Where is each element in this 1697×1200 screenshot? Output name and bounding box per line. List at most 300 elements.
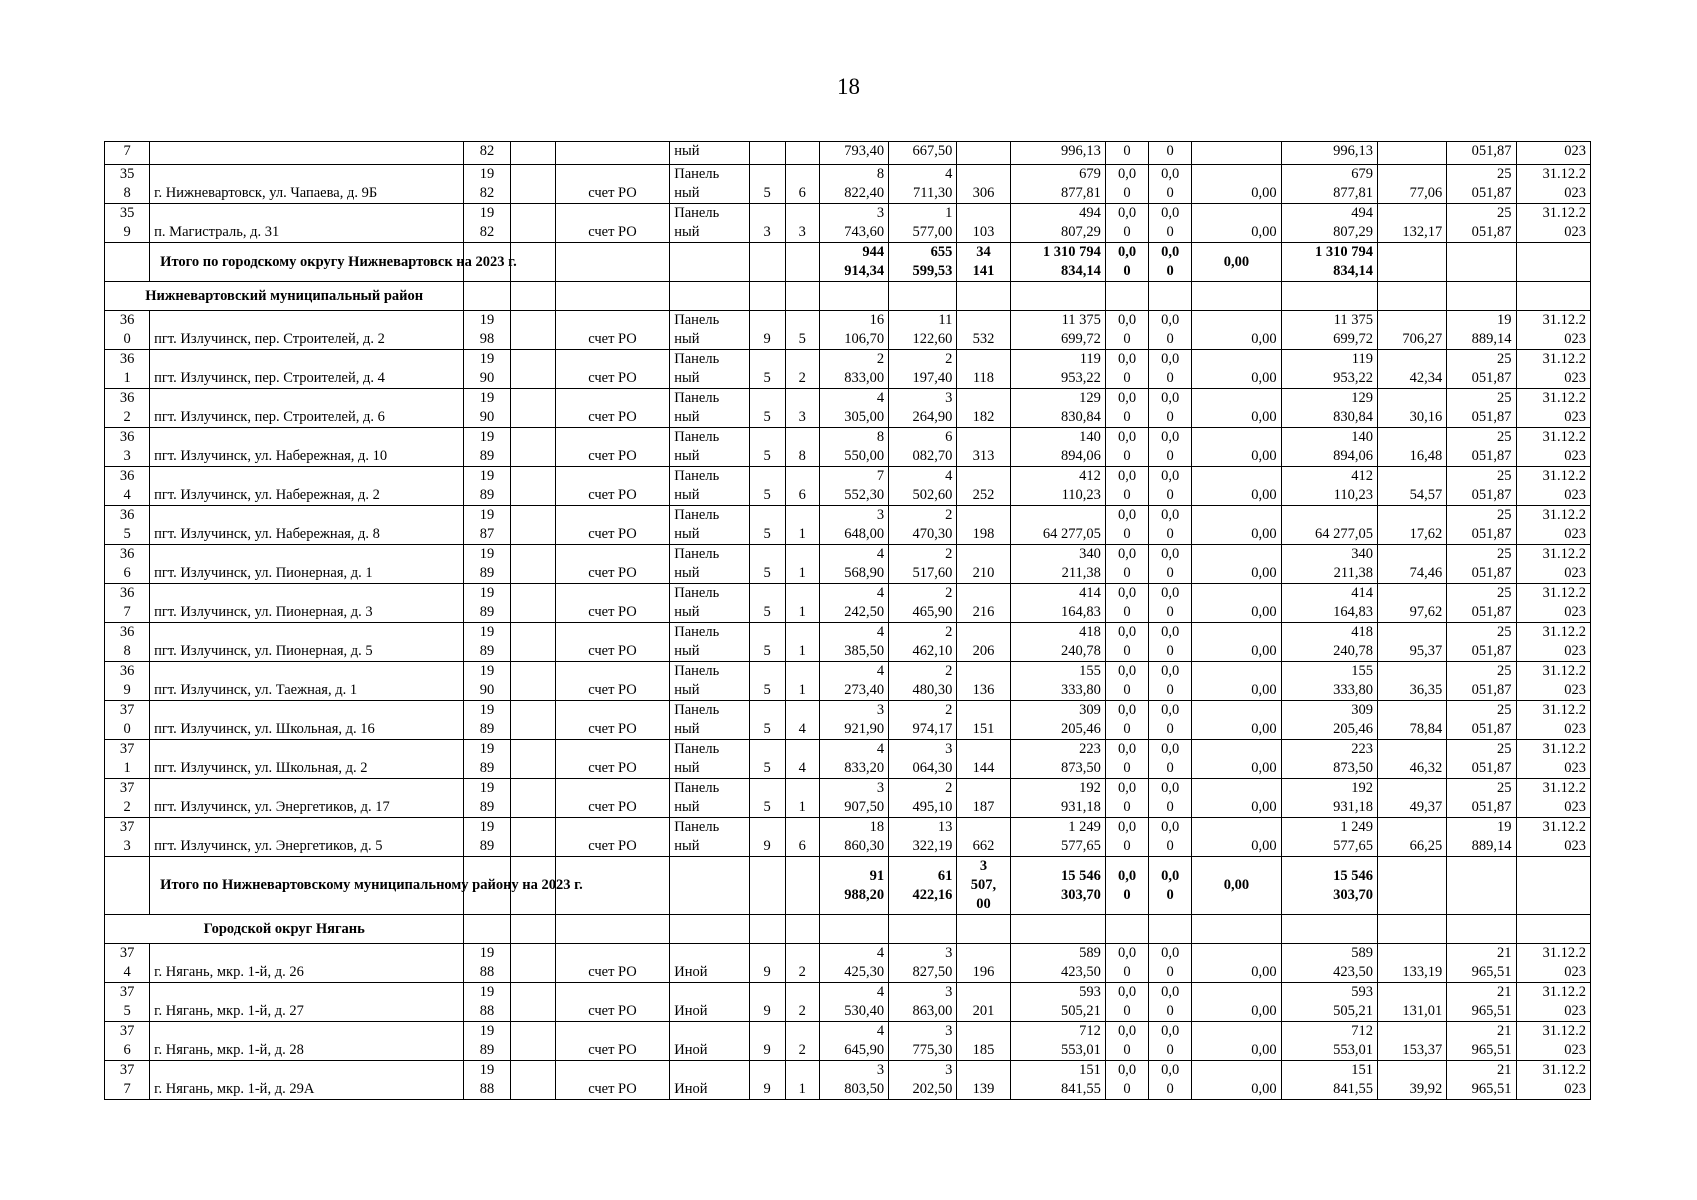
cell-limit <box>1447 915 1516 944</box>
cell-other: 0,00 <box>1192 204 1281 243</box>
cell-blank <box>510 506 555 545</box>
cell-limit: 25 051,87 <box>1447 428 1516 467</box>
cell-floors: 9 <box>749 944 785 983</box>
cell-limit: 25 051,87 <box>1447 350 1516 389</box>
cell-fund <box>555 915 669 944</box>
cell-material: Панель ный <box>670 467 749 506</box>
cell-fund-a: 0,0 0 <box>1105 662 1148 701</box>
cell-material: Панель ный <box>670 701 749 740</box>
cell-date: 31.12.2 023 <box>1516 623 1590 662</box>
cell-residents: 532 <box>957 311 1010 350</box>
cell-address: г. Нягань, мкр. 1-й, д. 28 <box>150 1022 464 1061</box>
cell-address: пгт. Излучинск, ул. Набережная, д. 2 <box>150 467 464 506</box>
cell-specific-cost: 95,37 <box>1378 623 1447 662</box>
cell-entrances: 5 <box>785 311 819 350</box>
cell-date: 31.12.2 023 <box>1516 662 1590 701</box>
cell-limit: 25 051,87 <box>1447 779 1516 818</box>
cell-year: 19 89 <box>464 779 510 818</box>
cell-material: Панель ный <box>670 818 749 857</box>
cell-date: 31.12.2 023 <box>1516 584 1590 623</box>
total-residents: 3 507, 00 <box>957 857 1010 915</box>
cell-floors: 9 <box>749 983 785 1022</box>
cell-other: 0,00 <box>1192 983 1281 1022</box>
cell-fund-b: 0,0 0 <box>1149 506 1192 545</box>
cell-area: 16 106,70 <box>819 311 888 350</box>
cell-year: 19 89 <box>464 545 510 584</box>
cell-fund-a: 0,0 0 <box>1105 1022 1148 1061</box>
cell-year: 19 82 <box>464 204 510 243</box>
cell-index: 36 0 <box>105 311 150 350</box>
cell-date <box>1516 915 1590 944</box>
cell-year: 19 88 <box>464 944 510 983</box>
cell-other: 0,00 <box>1192 701 1281 740</box>
cell-date: 31.12.2 023 <box>1516 204 1590 243</box>
cell-residents: 206 <box>957 623 1010 662</box>
total-label: Итого по Нижневартовскому муниципальному району на 2023 г. <box>150 857 464 915</box>
cell-area: 8 822,40 <box>819 165 888 204</box>
cell-area: 4 385,50 <box>819 623 888 662</box>
cell-living-area: 2 517,60 <box>889 545 957 584</box>
cell-entrances: 2 <box>785 983 819 1022</box>
cell-blank <box>510 983 555 1022</box>
cell-fund: счет РО <box>555 204 669 243</box>
cell-index: 35 8 <box>105 165 150 204</box>
cell-cost: 309 205,46 <box>1010 701 1105 740</box>
cell-fund-a: 0,0 0 <box>1105 389 1148 428</box>
cell-address: пгт. Излучинск, ул. Энергетиков, д. 5 <box>150 818 464 857</box>
cell-entrances: 1 <box>785 506 819 545</box>
cell-index: 36 4 <box>105 467 150 506</box>
cell-fund-a: 0,0 0 <box>1105 165 1148 204</box>
total-sum: 1 310 794 834,14 <box>1281 243 1377 282</box>
cell-cost: 151 841,55 <box>1010 1061 1105 1100</box>
cell-entrances: 2 <box>785 944 819 983</box>
cell-limit: 21 965,51 <box>1447 1061 1516 1100</box>
cell-total: 679 877,81 <box>1281 165 1377 204</box>
cell-address: пгт. Излучинск, ул. Таежная, д. 1 <box>150 662 464 701</box>
cell-fund: счет РО <box>555 779 669 818</box>
table-row <box>105 623 1591 662</box>
cell-material: Панель ный <box>670 740 749 779</box>
cell-cost <box>1010 915 1105 944</box>
cell-entrances: 3 <box>785 389 819 428</box>
cell-limit <box>1447 282 1516 311</box>
cell-address: г. Нягань, мкр. 1-й, д. 29А <box>150 1061 464 1100</box>
table-row <box>105 818 1591 857</box>
cell-cost: 418 240,78 <box>1010 623 1105 662</box>
cell-fund-b: 0,0 0 <box>1149 1022 1192 1061</box>
cell-index <box>105 857 150 915</box>
cell-index: 35 9 <box>105 204 150 243</box>
cell-date: 31.12.2 023 <box>1516 389 1590 428</box>
cell-residents: 136 <box>957 662 1010 701</box>
cell-date: 31.12.2 023 <box>1516 1022 1590 1061</box>
cell-limit: 25 051,87 <box>1447 204 1516 243</box>
cell-floors <box>749 915 785 944</box>
table-row <box>105 467 1591 506</box>
cell-living-area: 1 577,00 <box>889 204 957 243</box>
cell-residents: 182 <box>957 389 1010 428</box>
cell-fund-a: 0,0 0 <box>1105 740 1148 779</box>
cell-cost <box>1010 282 1105 311</box>
cell-entrances: 1 <box>785 779 819 818</box>
cell-date: 31.12.2 023 <box>1516 165 1590 204</box>
cell-date: 31.12.2 023 <box>1516 740 1590 779</box>
cell-other: 0,00 <box>1192 740 1281 779</box>
cell-year: 19 89 <box>464 623 510 662</box>
cell-limit <box>1447 857 1516 915</box>
cell-year: 19 98 <box>464 311 510 350</box>
cell-area: 3 907,50 <box>819 779 888 818</box>
cell-total: 412 110,23 <box>1281 467 1377 506</box>
total-other: 0,00 <box>1192 243 1281 282</box>
cell-area: 4 568,90 <box>819 545 888 584</box>
cell-fund-b: 0,0 0 <box>1149 428 1192 467</box>
cell-residents: 198 <box>957 506 1010 545</box>
cell-fund-b: 0 <box>1149 142 1192 165</box>
total-area: 91 988,20 <box>819 857 888 915</box>
cell-living-area: 3 827,50 <box>889 944 957 983</box>
cell-fund: счет РО <box>555 428 669 467</box>
cell-year: 19 90 <box>464 389 510 428</box>
cell-total: 414 164,83 <box>1281 584 1377 623</box>
cell-fund-b <box>1149 915 1192 944</box>
total-fund-b: 0,0 0 <box>1149 857 1192 915</box>
cell-fund-a: 0,0 0 <box>1105 204 1148 243</box>
cell-other: 0,00 <box>1192 662 1281 701</box>
cell-fund-b: 0,0 0 <box>1149 944 1192 983</box>
total-area: 944 914,34 <box>819 243 888 282</box>
cell-other: 0,00 <box>1192 779 1281 818</box>
cell-other: 0,00 <box>1192 584 1281 623</box>
cell-residents: 216 <box>957 584 1010 623</box>
cell-specific-cost: 78,84 <box>1378 701 1447 740</box>
cell-blank <box>510 701 555 740</box>
cell-floors: 5 <box>749 584 785 623</box>
cell-living-area: 2 197,40 <box>889 350 957 389</box>
cell-fund-a: 0,0 0 <box>1105 311 1148 350</box>
cell-fund: счет РО <box>555 701 669 740</box>
cell-address: п. Магистраль, д. 31 <box>150 204 464 243</box>
cell-specific-cost: 17,62 <box>1378 506 1447 545</box>
total-cost: 1 310 794 834,14 <box>1010 243 1105 282</box>
cell-specific-cost: 66,25 <box>1378 818 1447 857</box>
cell-total: 712 553,01 <box>1281 1022 1377 1061</box>
cell-residents: 662 <box>957 818 1010 857</box>
cell-other: 0,00 <box>1192 1061 1281 1100</box>
cell-residents: 144 <box>957 740 1010 779</box>
cell-floors <box>749 142 785 165</box>
cell-fund <box>555 243 669 282</box>
cell-other: 0,00 <box>1192 818 1281 857</box>
cell-floors <box>749 282 785 311</box>
cell-index: 36 5 <box>105 506 150 545</box>
cell-floors: 9 <box>749 311 785 350</box>
cell-entrances: 6 <box>785 818 819 857</box>
cell-total: 155 333,80 <box>1281 662 1377 701</box>
cell-fund-b: 0,0 0 <box>1149 165 1192 204</box>
table-row <box>105 506 1591 545</box>
cell-index: 7 <box>105 142 150 165</box>
cell-fund-a: 0,0 0 <box>1105 701 1148 740</box>
cell-fund: счет РО <box>555 389 669 428</box>
cell-residents <box>957 282 1010 311</box>
cell-specific-cost: 42,34 <box>1378 350 1447 389</box>
total-other: 0,00 <box>1192 857 1281 915</box>
cell-material: Панель ный <box>670 623 749 662</box>
cell-total: 140 894,06 <box>1281 428 1377 467</box>
total-cost: 15 546 303,70 <box>1010 857 1105 915</box>
cell-cost: 155 333,80 <box>1010 662 1105 701</box>
cell-fund-b: 0,0 0 <box>1149 983 1192 1022</box>
cell-date <box>1516 282 1590 311</box>
cell-address: г. Нягань, мкр. 1-й, д. 27 <box>150 983 464 1022</box>
cell-cost: 223 873,50 <box>1010 740 1105 779</box>
total-fund-a: 0,0 0 <box>1105 857 1148 915</box>
cell-floors: 5 <box>749 662 785 701</box>
cell-fund-a: 0,0 0 <box>1105 983 1148 1022</box>
cell-living-area: 3 064,30 <box>889 740 957 779</box>
cell-area: 3 743,60 <box>819 204 888 243</box>
cell-blank <box>510 467 555 506</box>
cell-index: 36 6 <box>105 545 150 584</box>
cell-fund <box>555 282 669 311</box>
cell-area: 4 242,50 <box>819 584 888 623</box>
total-sum: 15 546 303,70 <box>1281 857 1377 915</box>
cell-limit: 25 051,87 <box>1447 584 1516 623</box>
cell-material: Панель ный <box>670 389 749 428</box>
cell-other <box>1192 142 1281 165</box>
table-row <box>105 311 1591 350</box>
cell-index: 36 9 <box>105 662 150 701</box>
cell-index: 36 8 <box>105 623 150 662</box>
cell-fund-a: 0,0 0 <box>1105 428 1148 467</box>
cell-material <box>670 915 749 944</box>
cell-limit: 25 051,87 <box>1447 165 1516 204</box>
cell-total: 119 953,22 <box>1281 350 1377 389</box>
cell-area <box>819 915 888 944</box>
cell-year: 19 89 <box>464 701 510 740</box>
cell-fund-b: 0,0 0 <box>1149 818 1192 857</box>
cell-material: Иной <box>670 983 749 1022</box>
cell-material <box>670 282 749 311</box>
cell-area: 4 273,40 <box>819 662 888 701</box>
cell-specific-cost: 97,62 <box>1378 584 1447 623</box>
cell-cost: 494 807,29 <box>1010 204 1105 243</box>
table-row <box>105 165 1591 204</box>
cell-address: пгт. Излучинск, ул. Энергетиков, д. 17 <box>150 779 464 818</box>
cell-blank <box>510 1061 555 1100</box>
total-living-area: 61 422,16 <box>889 857 957 915</box>
cell-material: Панель ный <box>670 350 749 389</box>
cell-other <box>1192 915 1281 944</box>
cell-entrances <box>785 857 819 915</box>
cell-blank <box>510 944 555 983</box>
cell-year: 19 87 <box>464 506 510 545</box>
cell-specific-cost: 36,35 <box>1378 662 1447 701</box>
cell-address: пгт. Излучинск, ул. Пионерная, д. 5 <box>150 623 464 662</box>
cell-blank <box>510 740 555 779</box>
cell-year: 19 88 <box>464 983 510 1022</box>
table-row <box>105 389 1591 428</box>
cell-material: Панель ный <box>670 311 749 350</box>
cell-blank <box>510 662 555 701</box>
cell-floors: 5 <box>749 623 785 662</box>
cell-specific-cost: 153,37 <box>1378 1022 1447 1061</box>
cell-area: 4 530,40 <box>819 983 888 1022</box>
cell-area: 4 305,00 <box>819 389 888 428</box>
cell-other: 0,00 <box>1192 467 1281 506</box>
cell-limit: 19 889,14 <box>1447 311 1516 350</box>
cell-year <box>464 282 510 311</box>
cell-entrances: 1 <box>785 584 819 623</box>
cell-limit: 25 051,87 <box>1447 623 1516 662</box>
cell-fund-a: 0 <box>1105 142 1148 165</box>
cell-blank <box>510 204 555 243</box>
cell-index: 37 0 <box>105 701 150 740</box>
cell-blank <box>510 779 555 818</box>
cell-blank <box>510 142 555 165</box>
cell-fund-a: 0,0 0 <box>1105 944 1148 983</box>
cell-entrances: 6 <box>785 165 819 204</box>
cell-other: 0,00 <box>1192 165 1281 204</box>
table-body <box>105 142 1591 1100</box>
cell-address: пгт. Излучинск, ул. Набережная, д. 10 <box>150 428 464 467</box>
cell-year: 19 88 <box>464 1061 510 1100</box>
cell-entrances: 1 <box>785 1061 819 1100</box>
cell-fund: счет РО <box>555 818 669 857</box>
cell-material: Панель ный <box>670 428 749 467</box>
cell-fund-b: 0,0 0 <box>1149 1061 1192 1100</box>
cell-fund: счет РО <box>555 740 669 779</box>
cell-fund-b: 0,0 0 <box>1149 311 1192 350</box>
cell-floors: 3 <box>749 204 785 243</box>
cell-specific-cost <box>1378 243 1447 282</box>
section-row <box>105 282 1591 311</box>
cell-area: 4 425,30 <box>819 944 888 983</box>
table-row <box>105 1061 1591 1100</box>
cell-blank <box>510 818 555 857</box>
cell-cost: 589 423,50 <box>1010 944 1105 983</box>
cell-material <box>670 243 749 282</box>
cell-fund: счет РО <box>555 662 669 701</box>
cell-index: 37 5 <box>105 983 150 1022</box>
total-fund-b: 0,0 0 <box>1149 243 1192 282</box>
section-title: Нижневартовский муниципальный район <box>105 282 464 311</box>
cell-material: Панель ный <box>670 584 749 623</box>
cell-date: 31.12.2 023 <box>1516 545 1590 584</box>
cell-address: пгт. Излучинск, пер. Строителей, д. 6 <box>150 389 464 428</box>
cell-address: г. Нягань, мкр. 1-й, д. 26 <box>150 944 464 983</box>
cell-cost: 140 894,06 <box>1010 428 1105 467</box>
table-row <box>105 428 1591 467</box>
cell-floors: 5 <box>749 545 785 584</box>
cell-living-area <box>889 915 957 944</box>
cell-living-area: 13 322,19 <box>889 818 957 857</box>
cell-living-area: 3 775,30 <box>889 1022 957 1061</box>
cell-total: 151 841,55 <box>1281 1061 1377 1100</box>
cell-limit: 19 889,14 <box>1447 818 1516 857</box>
cell-entrances: 3 <box>785 204 819 243</box>
cell-date: 31.12.2 023 <box>1516 983 1590 1022</box>
cell-index: 36 7 <box>105 584 150 623</box>
cell-area: 3 648,00 <box>819 506 888 545</box>
cell-fund: счет РО <box>555 983 669 1022</box>
cell-fund: счет РО <box>555 311 669 350</box>
cell-living-area: 6 082,70 <box>889 428 957 467</box>
cell-specific-cost: 132,17 <box>1378 204 1447 243</box>
cell-other <box>1192 282 1281 311</box>
cell-entrances: 1 <box>785 545 819 584</box>
cell-total: 996,13 <box>1281 142 1377 165</box>
cell-fund: счет РО <box>555 467 669 506</box>
cell-residents: 306 <box>957 165 1010 204</box>
cell-living-area: 2 470,30 <box>889 506 957 545</box>
cell-address: пгт. Излучинск, ул. Набережная, д. 8 <box>150 506 464 545</box>
cell-index <box>105 243 150 282</box>
cell-fund-b: 0,0 0 <box>1149 623 1192 662</box>
cell-residents: 252 <box>957 467 1010 506</box>
cell-total: 192 931,18 <box>1281 779 1377 818</box>
cell-area: 18 860,30 <box>819 818 888 857</box>
cell-entrances <box>785 243 819 282</box>
cell-total: 64 277,05 <box>1281 506 1377 545</box>
cell-limit: 21 965,51 <box>1447 944 1516 983</box>
cell-index: 37 3 <box>105 818 150 857</box>
cell-cost: 192 931,18 <box>1010 779 1105 818</box>
cell-year: 19 89 <box>464 467 510 506</box>
cell-specific-cost: 706,27 <box>1378 311 1447 350</box>
cell-cost: 129 830,84 <box>1010 389 1105 428</box>
cell-specific-cost: 54,57 <box>1378 467 1447 506</box>
section-title: Городской округ Нягань <box>105 915 464 944</box>
cell-material: Панель ный <box>670 165 749 204</box>
cell-date: 31.12.2 023 <box>1516 467 1590 506</box>
cell-fund: счет РО <box>555 1022 669 1061</box>
cell-fund: счет РО <box>555 506 669 545</box>
cell-other: 0,00 <box>1192 428 1281 467</box>
cell-specific-cost <box>1378 282 1447 311</box>
cell-total <box>1281 915 1377 944</box>
cell-fund-a: 0,0 0 <box>1105 779 1148 818</box>
cell-other: 0,00 <box>1192 506 1281 545</box>
cell-date: 31.12.2 023 <box>1516 1061 1590 1100</box>
table-row <box>105 545 1591 584</box>
cell-living-area <box>889 282 957 311</box>
cell-blank <box>510 545 555 584</box>
cell-fund: счет РО <box>555 623 669 662</box>
page-number: 18 <box>837 74 860 99</box>
cell-specific-cost: 133,19 <box>1378 944 1447 983</box>
cell-cost: 414 164,83 <box>1010 584 1105 623</box>
cell-floors: 5 <box>749 467 785 506</box>
cell-material: Панель ный <box>670 545 749 584</box>
cell-fund-b: 0,0 0 <box>1149 584 1192 623</box>
cell-specific-cost <box>1378 142 1447 165</box>
cell-floors: 5 <box>749 428 785 467</box>
cell-address: г. Нижневартовск, ул. Чапаева, д. 9Б <box>150 165 464 204</box>
cell-date: 31.12.2 023 <box>1516 818 1590 857</box>
cell-entrances: 8 <box>785 428 819 467</box>
cell-fund: счет РО <box>555 584 669 623</box>
cell-fund-b: 0,0 0 <box>1149 389 1192 428</box>
cell-cost: 412 110,23 <box>1010 467 1105 506</box>
cell-index: 37 2 <box>105 779 150 818</box>
cell-material: Панель ный <box>670 506 749 545</box>
cell-living-area: 2 495,10 <box>889 779 957 818</box>
cell-date <box>1516 243 1590 282</box>
cell-residents: 210 <box>957 545 1010 584</box>
